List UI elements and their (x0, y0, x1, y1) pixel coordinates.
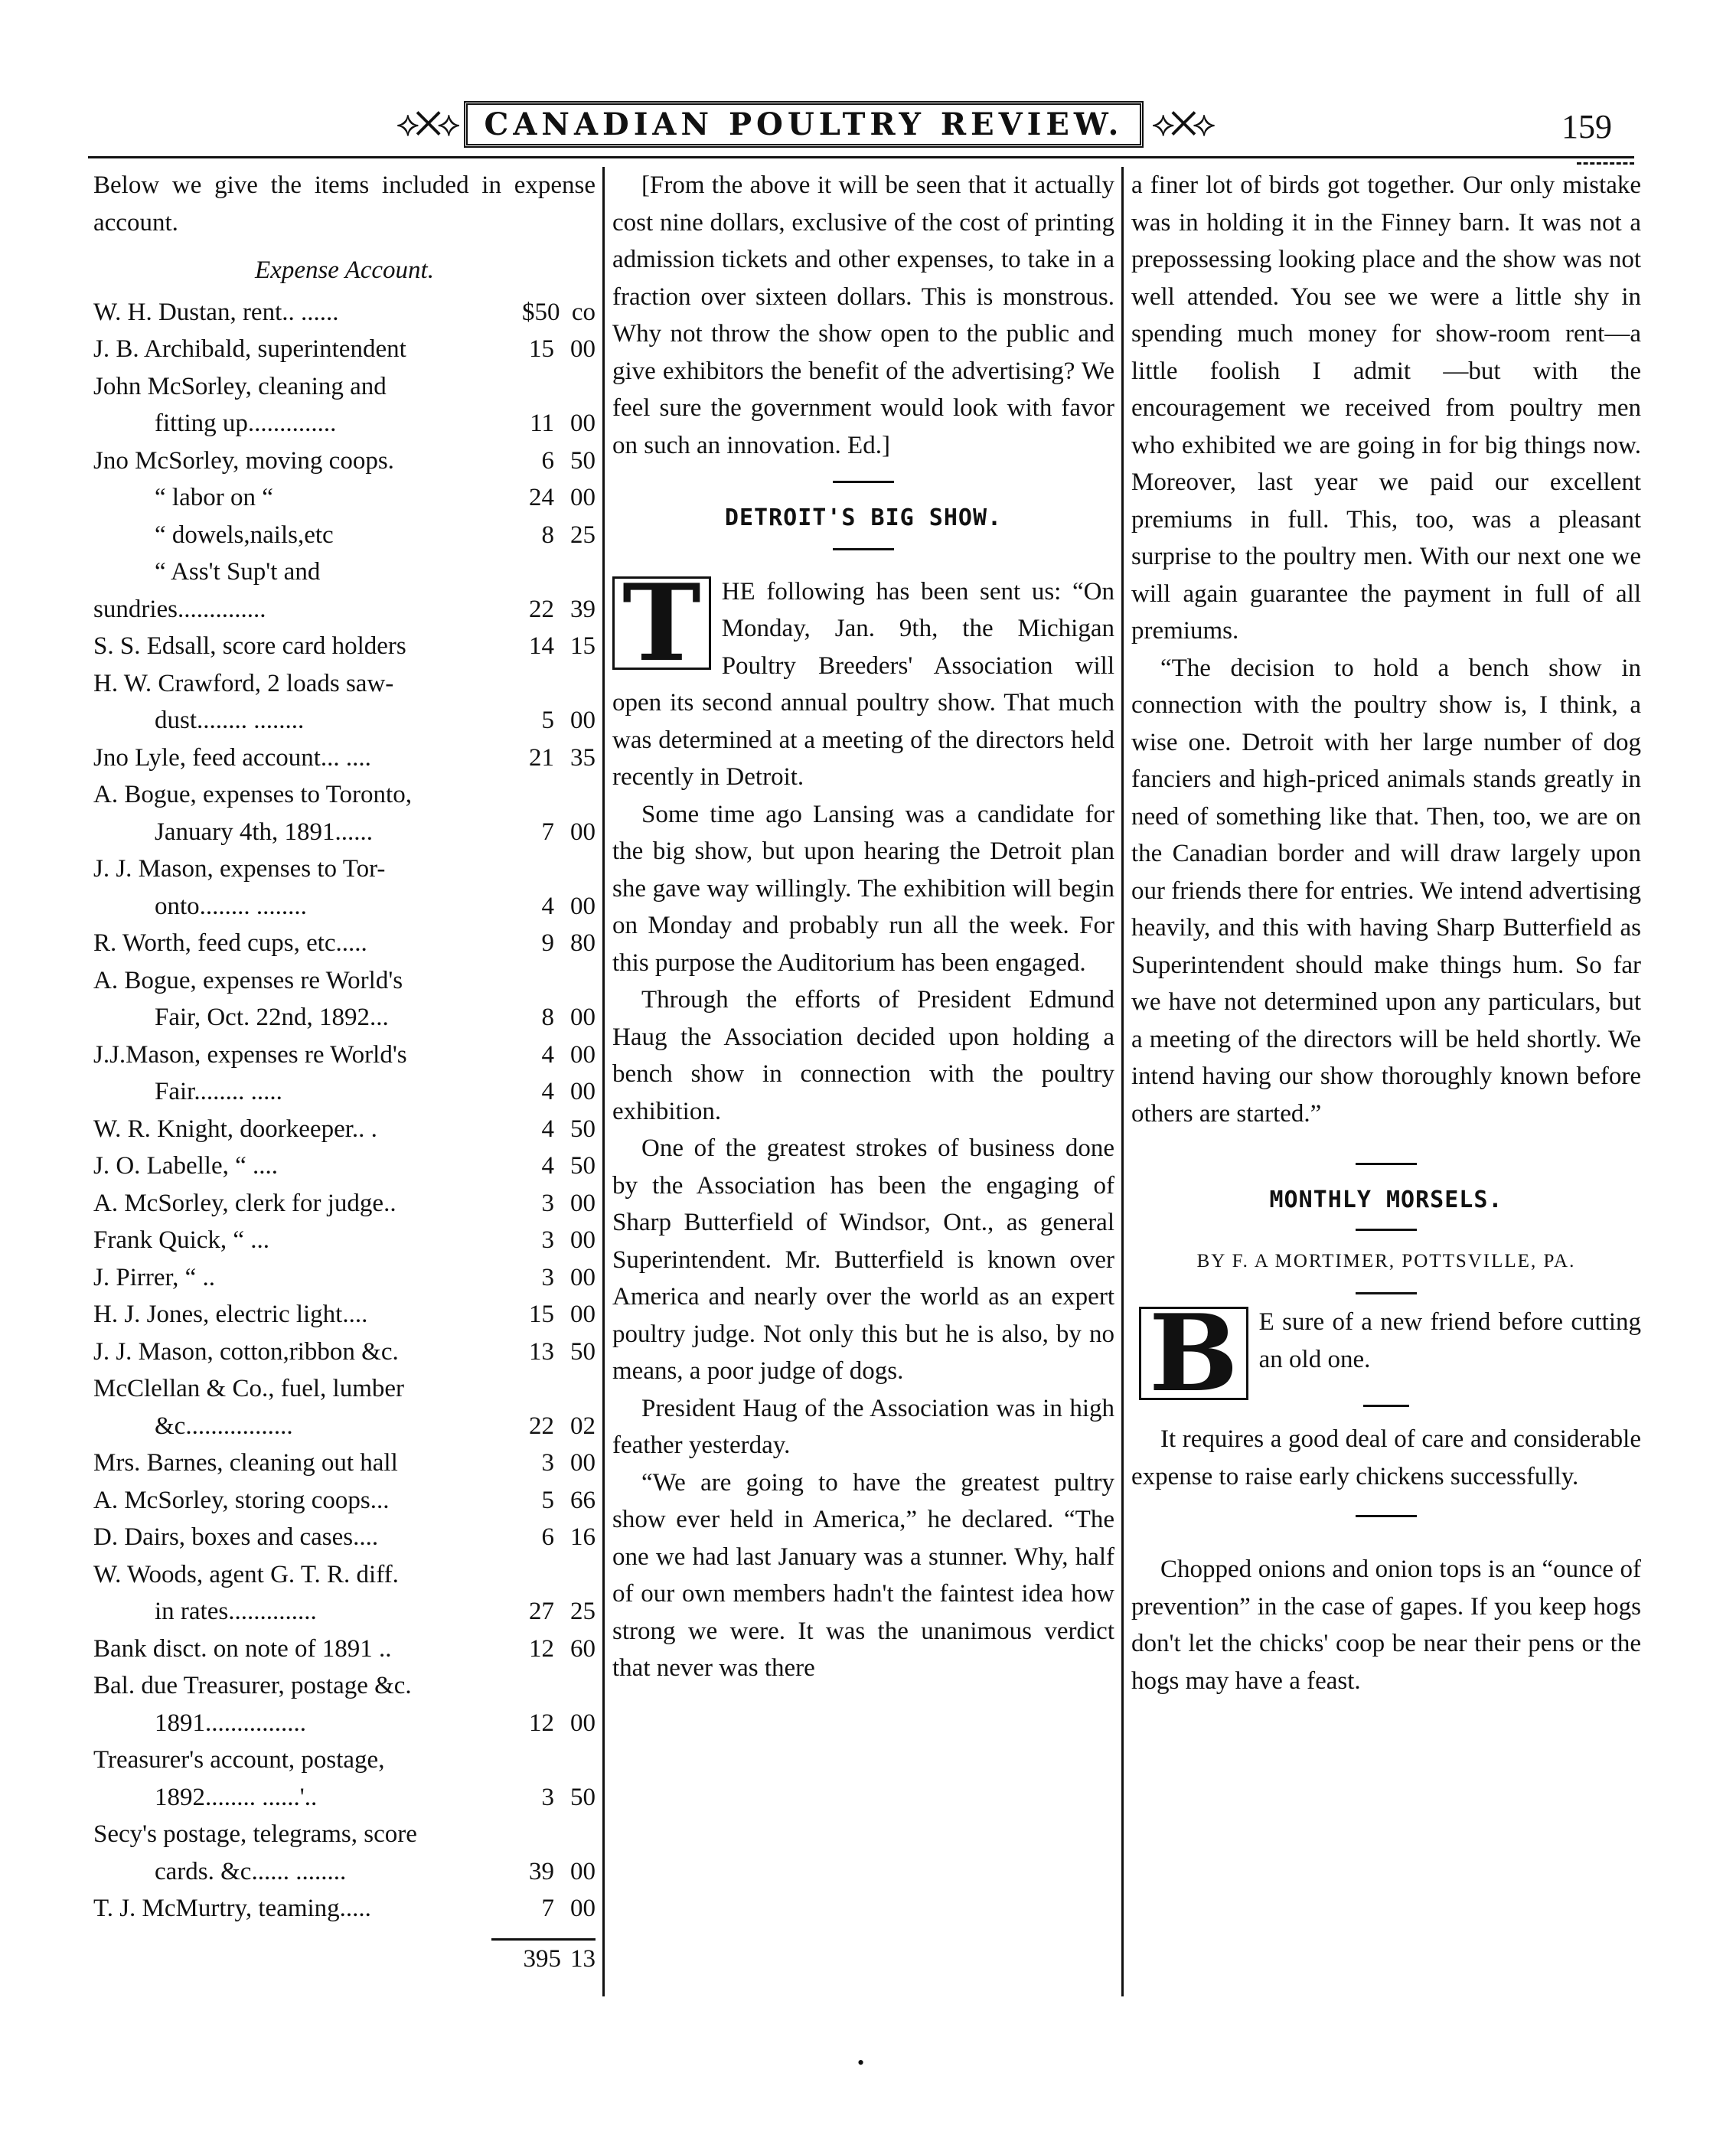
expense-dollars: 6 (541, 1523, 554, 1551)
expense-description: A. McSorley, storing coops... (93, 1486, 390, 1514)
expense-description: J.J.Mason, expenses re World's (93, 1040, 407, 1069)
section-rule (1356, 1163, 1417, 1165)
expense-cents: 66 (570, 1486, 596, 1514)
byline: BY F. A MORTIMER, POTTSVILLE, PA. (1196, 1250, 1576, 1271)
detroit-paragraph: President Haug of the Association was in high feather yesterday. (612, 1394, 1114, 1459)
expense-cents: 00 (570, 818, 596, 846)
expense-dollars: 22 (529, 595, 554, 623)
expense-row (93, 479, 596, 517)
expense-description: Mrs. Barnes, cleaning out hall (93, 1449, 398, 1477)
monthly-morsels-heading: MONTHLY MORSELS. (1269, 1187, 1503, 1213)
expense-cents: 35 (570, 743, 596, 772)
expense-description: W. R. Knight, doorkeeper.. . (93, 1115, 377, 1143)
section-rule (1356, 1515, 1417, 1517)
expense-row (93, 776, 596, 814)
detroit-quote-paragraph: “The decision to hold a bench show in connection with the poultry show is, I think, a wise one. Detroit with her large number of dog fanciers and high-priced animals stands greatly in need of something like that. Then, too, we are on the Canadian border and will draw largely upon our friends there for entries. We intend advertising heavily, and this with having Sharp Butterfield as Superintendent should make things hum. So far we have not determined upon any particulars, but a meeting of the directors will be held shortly. We intend having our show thoroughly known before others are started.” (1131, 654, 1641, 1128)
expense-description: J. B. Archibald, superintendent (93, 335, 406, 363)
expense-description: A. Bogue, expenses to Toronto, (93, 781, 412, 808)
masthead (396, 92, 1212, 156)
column-morsels (1131, 167, 1641, 1699)
expense-cents: 60 (570, 1634, 596, 1663)
expense-cents: 50 (570, 446, 596, 475)
morsel-1-text: E sure of a new friend before cutting an old one. (1258, 1308, 1641, 1373)
expense-description: A. McSorley, clerk for judge.. (93, 1189, 396, 1217)
expense-cents: 25 (570, 1598, 596, 1625)
expense-row (93, 739, 596, 777)
expense-dollars: 4 (541, 1152, 554, 1180)
expense-description: “ labor on “ (155, 484, 273, 511)
expense-description: John McSorley, cleaning and (93, 372, 387, 400)
expense-row (93, 1519, 596, 1556)
column-detroit (612, 167, 1114, 1687)
expense-description: H. J. Jones, electric light.... (93, 1301, 368, 1328)
expense-dollars: 21 (529, 743, 554, 772)
expense-cents: 00 (570, 1263, 596, 1291)
expense-row (93, 1296, 596, 1334)
expense-row (93, 925, 596, 962)
expense-dollars: 15 (529, 1301, 554, 1328)
left-ornament-icon: ⟡✕⟡ (396, 103, 456, 143)
expense-description: W. H. Dustan, rent.. ...... (93, 298, 339, 326)
dropcap-b: B (1139, 1307, 1248, 1400)
expense-cents: 50 (570, 1152, 596, 1180)
header-rule-dashed (1577, 162, 1634, 165)
expense-intro: Below we give the items included in expense account. (93, 171, 596, 237)
expense-dollars: 7 (541, 818, 554, 846)
column-divider-1 (602, 167, 605, 1996)
expense-description: Frank Quick, “ ... (93, 1226, 270, 1254)
expense-row (93, 1705, 596, 1742)
section-rule (1356, 1229, 1417, 1231)
expense-dollars: 4 (541, 1115, 554, 1143)
expense-description: Jno McSorley, moving coops. (93, 446, 394, 475)
detroit-first-paragraph (612, 560, 1114, 796)
expense-dollars: 13 (529, 1337, 554, 1366)
expense-row (93, 1185, 596, 1223)
expense-cents: 00 (570, 1857, 596, 1885)
expense-row (93, 1742, 596, 1779)
morsel-1 (1131, 1291, 1641, 1415)
expense-cents: 00 (570, 410, 596, 437)
expense-description: 1892........ ......'.. (155, 1783, 318, 1811)
expense-description: “ Ass't Sup't and (155, 558, 321, 586)
stray-dot: • (857, 2052, 865, 2074)
expense-dollars: 3 (541, 1449, 554, 1477)
expense-row (93, 294, 596, 331)
expense-dollars: 9 (541, 929, 554, 957)
expense-list (93, 294, 596, 1928)
detroit-first-text: HE following has been sent us: “On Monday, Jan. 9th, the Michigan Poultry Breeders' Association will open its second annual poultry show. That much was determined at a meeting of the directors held recently in Detroit. (612, 577, 1114, 791)
detroit-heading: DETROIT'S BIG SHOW. (724, 504, 1003, 531)
expense-row (93, 591, 596, 628)
expense-row (93, 1779, 596, 1817)
expense-description: Treasurer's account, postage, (93, 1746, 385, 1774)
expense-row (93, 1593, 596, 1631)
expense-row (93, 1853, 596, 1891)
expense-cents: 50 (570, 1783, 596, 1811)
expense-row (93, 1370, 596, 1408)
section-rule (1363, 1405, 1409, 1407)
expense-cents: 00 (570, 1040, 596, 1069)
expense-cents: 00 (570, 335, 596, 363)
expense-cents: 00 (570, 1895, 596, 1922)
expense-row (93, 1482, 596, 1520)
detroit-paragraph: Through the efforts of President Edmund Haug the Association decided upon holding a bench show in connection with the poultry exhibition. (612, 986, 1114, 1125)
expense-row (93, 1667, 596, 1705)
expense-description: sundries.............. (93, 595, 266, 623)
expense-cents: 15 (570, 632, 596, 660)
section-rule (833, 548, 894, 550)
expense-description: S. S. Edsall, score card holders (93, 632, 406, 660)
expense-description: McClellan & Co., fuel, lumber (93, 1375, 405, 1402)
expense-cents: 00 (570, 1189, 596, 1217)
expense-row (93, 962, 596, 1000)
expense-dollars: 11 (530, 410, 554, 437)
expense-cents: 80 (570, 929, 596, 957)
detroit-continued: a finer lot of birds got together. Our only mistake was in holding it in the Finney barn. It was not a prepossessing looking place and the show was not well attended. You see we were a little shy in spending much money for show-room rent—a little foolish I admit —but with the encouragement we received from poultry men who exhibited we are going in for big things now. Moreover, last year we paid our excellent premiums in full. This, too, was a pleasant surprise to the poultry men. With our next one we will again guarantee the payment in full of all premiums. (1131, 171, 1641, 645)
page-number: 159 (1561, 108, 1612, 145)
expense-row (93, 1111, 596, 1148)
expense-cents: 00 (570, 1709, 596, 1737)
expense-row (93, 665, 596, 703)
expense-cents: 02 (570, 1412, 596, 1440)
expense-description: Secy's postage, telegrams, score (93, 1820, 417, 1848)
expense-row (93, 628, 596, 665)
expense-cents: co (571, 298, 596, 326)
section-rule (833, 481, 894, 483)
expense-dollars: 7 (541, 1895, 554, 1922)
detroit-paragraph: One of the greatest strokes of business done by the Association has been the engaging of Sharp Butterfield of Windsor, Ont., as general Superintendent. Mr. Butterfield is known over America and nearly over the world as an expert poultry judge. Not only this but he is also, by no means, a poor judge of dogs. (612, 1134, 1114, 1385)
expense-cents: 00 (570, 1004, 596, 1031)
expense-dollars: 39 (529, 1857, 554, 1885)
expense-cents: 25 (570, 521, 596, 549)
expense-cents: 39 (570, 595, 596, 623)
total-dollars: 395 (523, 1944, 561, 1973)
section-rule (1356, 1292, 1417, 1294)
expense-description: Bank disct. on note of 1891 .. (93, 1634, 392, 1663)
expense-dollars: 3 (541, 1226, 554, 1254)
expense-row (93, 442, 596, 480)
expense-row (93, 814, 596, 851)
expense-row (93, 1222, 596, 1259)
expense-dollars: 8 (541, 521, 554, 549)
expense-total (93, 1941, 596, 1978)
masthead-title: CANADIAN POULTRY REVIEW. (464, 101, 1144, 148)
expense-cents: 00 (570, 1078, 596, 1105)
expense-description: T. J. McMurtry, teaming..... (93, 1895, 371, 1922)
expense-row (93, 702, 596, 739)
expense-dollars: 12 (529, 1709, 554, 1737)
expense-dollars: 4 (541, 892, 554, 920)
expense-row (93, 553, 596, 591)
expense-dollars: 3 (541, 1263, 554, 1291)
expense-description: R. Worth, feed cups, etc..... (93, 929, 367, 957)
expense-row (93, 405, 596, 442)
expense-dollars: 6 (541, 446, 554, 475)
expense-description: fitting up.............. (155, 410, 337, 437)
expense-row (93, 850, 596, 888)
expense-dollars: 27 (529, 1598, 554, 1625)
expense-dollars: 24 (529, 484, 554, 511)
expense-dollars: 5 (541, 1486, 554, 1514)
expense-description: “ dowels,nails,etc (155, 521, 334, 549)
expense-description: Jno Lyle, feed account... .... (93, 743, 371, 772)
expense-dollars: 22 (529, 1412, 554, 1440)
expense-row (93, 517, 596, 554)
expense-row (93, 999, 596, 1036)
expense-row (93, 1334, 596, 1371)
expense-row (93, 368, 596, 406)
expense-description: A. Bogue, expenses re World's (93, 966, 403, 994)
column-expense-account (93, 167, 596, 1977)
expense-description: cards. &c...... ........ (155, 1857, 347, 1885)
expense-dollars: 8 (541, 1004, 554, 1031)
expense-description: 1891................ (155, 1709, 306, 1737)
expense-description: &c................. (155, 1412, 293, 1440)
expense-cents: 00 (570, 1301, 596, 1328)
expense-description: Fair........ ..... (155, 1078, 282, 1105)
expense-row (93, 888, 596, 925)
expense-description: J. J. Mason, cotton,ribbon &c. (93, 1337, 399, 1366)
expense-dollars: 5 (541, 707, 554, 734)
expense-cents: 50 (570, 1115, 596, 1143)
expense-cents: 00 (570, 892, 596, 920)
expense-row (93, 1036, 596, 1074)
expense-dollars: $50 (522, 298, 560, 326)
expense-description: in rates.............. (155, 1598, 317, 1625)
expense-description: Bal. due Treasurer, postage &c. (93, 1672, 412, 1699)
morsel-3: Chopped onions and onion tops is an “ounce of prevention” in the case of gapes. If you keep hogs don't let the chicks' coop be near their pens or the hogs may have a feast. (1131, 1556, 1641, 1695)
detroit-paragraph: “We are going to have the greatest pultry show ever held in America,” he declared. “The one we had last January was a stunner. Why, half of our own members hadn't the faintest idea how strong we were. It was the unanimous verdict that never was there (612, 1468, 1114, 1682)
expense-row (93, 1556, 596, 1594)
expense-row (93, 331, 596, 368)
expense-row (93, 1259, 596, 1297)
expense-row (93, 1147, 596, 1185)
expense-cents: 00 (570, 1226, 596, 1254)
expense-description: dust........ ........ (155, 707, 305, 734)
expense-description: D. Dairs, boxes and cases.... (93, 1523, 379, 1551)
expense-dollars: 4 (541, 1078, 554, 1105)
expense-subtitle: Expense Account. (255, 256, 434, 284)
expense-description: J. Pirrer, “ .. (93, 1263, 216, 1291)
expense-dollars: 3 (541, 1783, 554, 1811)
expense-description: January 4th, 1891...... (155, 818, 374, 846)
expense-cents: 50 (570, 1337, 596, 1366)
expense-cents: 00 (570, 707, 596, 734)
expense-dollars: 3 (541, 1189, 554, 1217)
expense-row (93, 1073, 596, 1111)
expense-description: J. O. Labelle, “ .... (93, 1152, 279, 1180)
expense-row (93, 1631, 596, 1668)
expense-cents: 00 (570, 1449, 596, 1477)
column-divider-2 (1121, 167, 1124, 1996)
expense-dollars: 14 (529, 632, 554, 660)
expense-dollars: 4 (541, 1040, 554, 1069)
dropcap-t: T (612, 576, 711, 670)
expense-description: H. W. Crawford, 2 loads saw- (93, 669, 394, 697)
right-ornament-icon: ⟡✕⟡ (1151, 103, 1212, 143)
expense-row (93, 1890, 596, 1928)
expense-dollars: 12 (529, 1634, 554, 1663)
expense-cents: 00 (570, 484, 596, 511)
expense-description: J. J. Mason, expenses to Tor- (93, 855, 386, 883)
editor-note: [From the above it will be seen that it actually cost nine dollars, exclusive of the cost of printing admission tickets and other expenses, to take in a fraction over sixteen dollars. This is monstrous. Why not throw the show open to the public and give exhibitors the benefit of the advertising? We feel sure the government would look with favor on such an innovation. Ed.] (612, 171, 1114, 459)
header-rule (88, 156, 1634, 158)
expense-row (93, 1816, 596, 1853)
morsel-2: It requires a good deal of care and considerable expense to raise early chickens successfully. (1131, 1425, 1641, 1490)
expense-description: W. Woods, agent G. T. R. diff. (93, 1560, 399, 1588)
expense-cents: 16 (570, 1523, 596, 1551)
expense-row (93, 1408, 596, 1445)
expense-dollars: 15 (529, 335, 554, 363)
expense-description: onto........ ........ (155, 892, 307, 920)
detroit-paragraph: Some time ago Lansing was a candidate for the big show, but upon hearing the Detroit plan she gave way willingly. The exhibition will begin on Monday and probably run all the week. For this purpose the Auditorium has been engaged. (612, 800, 1114, 977)
expense-description: Fair, Oct. 22nd, 1892... (155, 1004, 389, 1031)
total-cents: 13 (570, 1944, 596, 1973)
expense-row (93, 1445, 596, 1482)
